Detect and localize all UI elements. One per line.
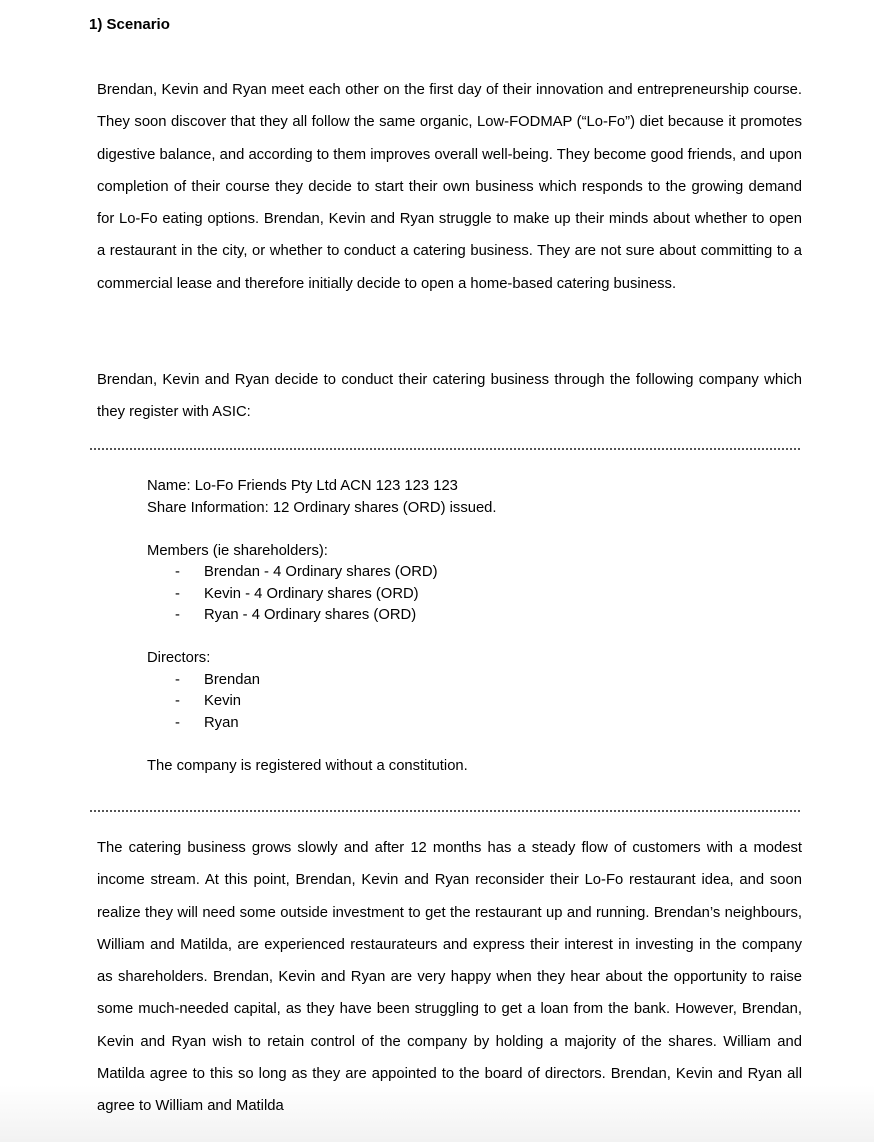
share-information: Share Information: 12 Ordinary shares (ORD) issued. [147,499,497,516]
list-item [147,562,497,584]
company-details [147,476,497,777]
list-item [147,605,497,627]
members-list [147,562,497,627]
director-entry: Ryan [204,714,239,731]
director-entry: Kevin [204,693,242,709]
dotted-separator-bottom [90,810,800,812]
list-item [147,691,497,713]
members-heading: Members (ie shareholders): [147,542,328,559]
bullet-dash: - [175,585,180,602]
member-entry: Kevin - 4 Ordinary shares (ORD) [204,585,419,602]
company-name: Name: Lo-Fo Friends Pty Ltd ACN 123 123 123 [147,478,458,494]
section-heading: 1) Scenario [89,16,170,33]
director-entry: Brendan [204,671,260,688]
list-item [147,670,497,692]
bullet-dash: - [175,671,180,688]
bullet-dash: - [175,714,180,731]
list-item [147,584,497,606]
bullet-dash: - [175,693,180,709]
scenario-paragraph-1: Brendan, Kevin and Ryan meet each other on the first day of their innovation and entrepreneurship course. They soon discover that they all follow the same organic, Low-FODMAP (“Lo-Fo”) diet because it promotes digestive balance, and according to them improves overall well-being. They become good friends, and upon completion of their course they decide to start their own business which responds to the growing demand for Lo-Fo eating options. Brendan, Kevin and Ryan struggle to make up their minds about whether to open a restaurant in the city, or whether to conduct a catering business. They are not sure about committing to a commercial lease and therefore initially decide to open a home-based catering business. [97,82,802,292]
directors-list [147,670,497,735]
member-entry: Ryan - 4 Ordinary shares (ORD) [204,607,417,623]
member-entry: Brendan - 4 Ordinary shares (ORD) [204,564,438,580]
list-item [147,713,497,735]
scenario-paragraph-2: Brendan, Kevin and Ryan decide to conduct their catering business through the following company which they register with ASIC: [97,372,802,421]
directors-heading: Directors: [147,650,211,666]
scenario-paragraph-3: The catering business grows slowly and after 12 months has a steady flow of customers with a modest income stream. At this point, Brendan, Kevin and Ryan reconsider their Lo-Fo restaurant idea, and soon realize they will need some outside investment to get the restaurant up and running. Brendan’s neighbours, William and Matilda, are experienced restaurateurs and express their interest in investing in the company as shareholders. Brendan, Kevin and Ryan are very happy when they hear about the opportunity to raise some much-needed capital, as they have been struggling to get a loan from the bank. However, Brendan, Kevin and Ryan wish to retain control of the company by holding a majority of the shares. William and Matilda agree to this so long as they are appointed to the board of directors. Brendan, Kevin and Ryan all agree to William and Matilda [97,840,802,1115]
bullet-dash: - [175,564,180,580]
dotted-separator-top [90,448,800,450]
bullet-dash: - [175,607,180,623]
constitution-note: The company is registered without a constitution. [147,757,468,774]
